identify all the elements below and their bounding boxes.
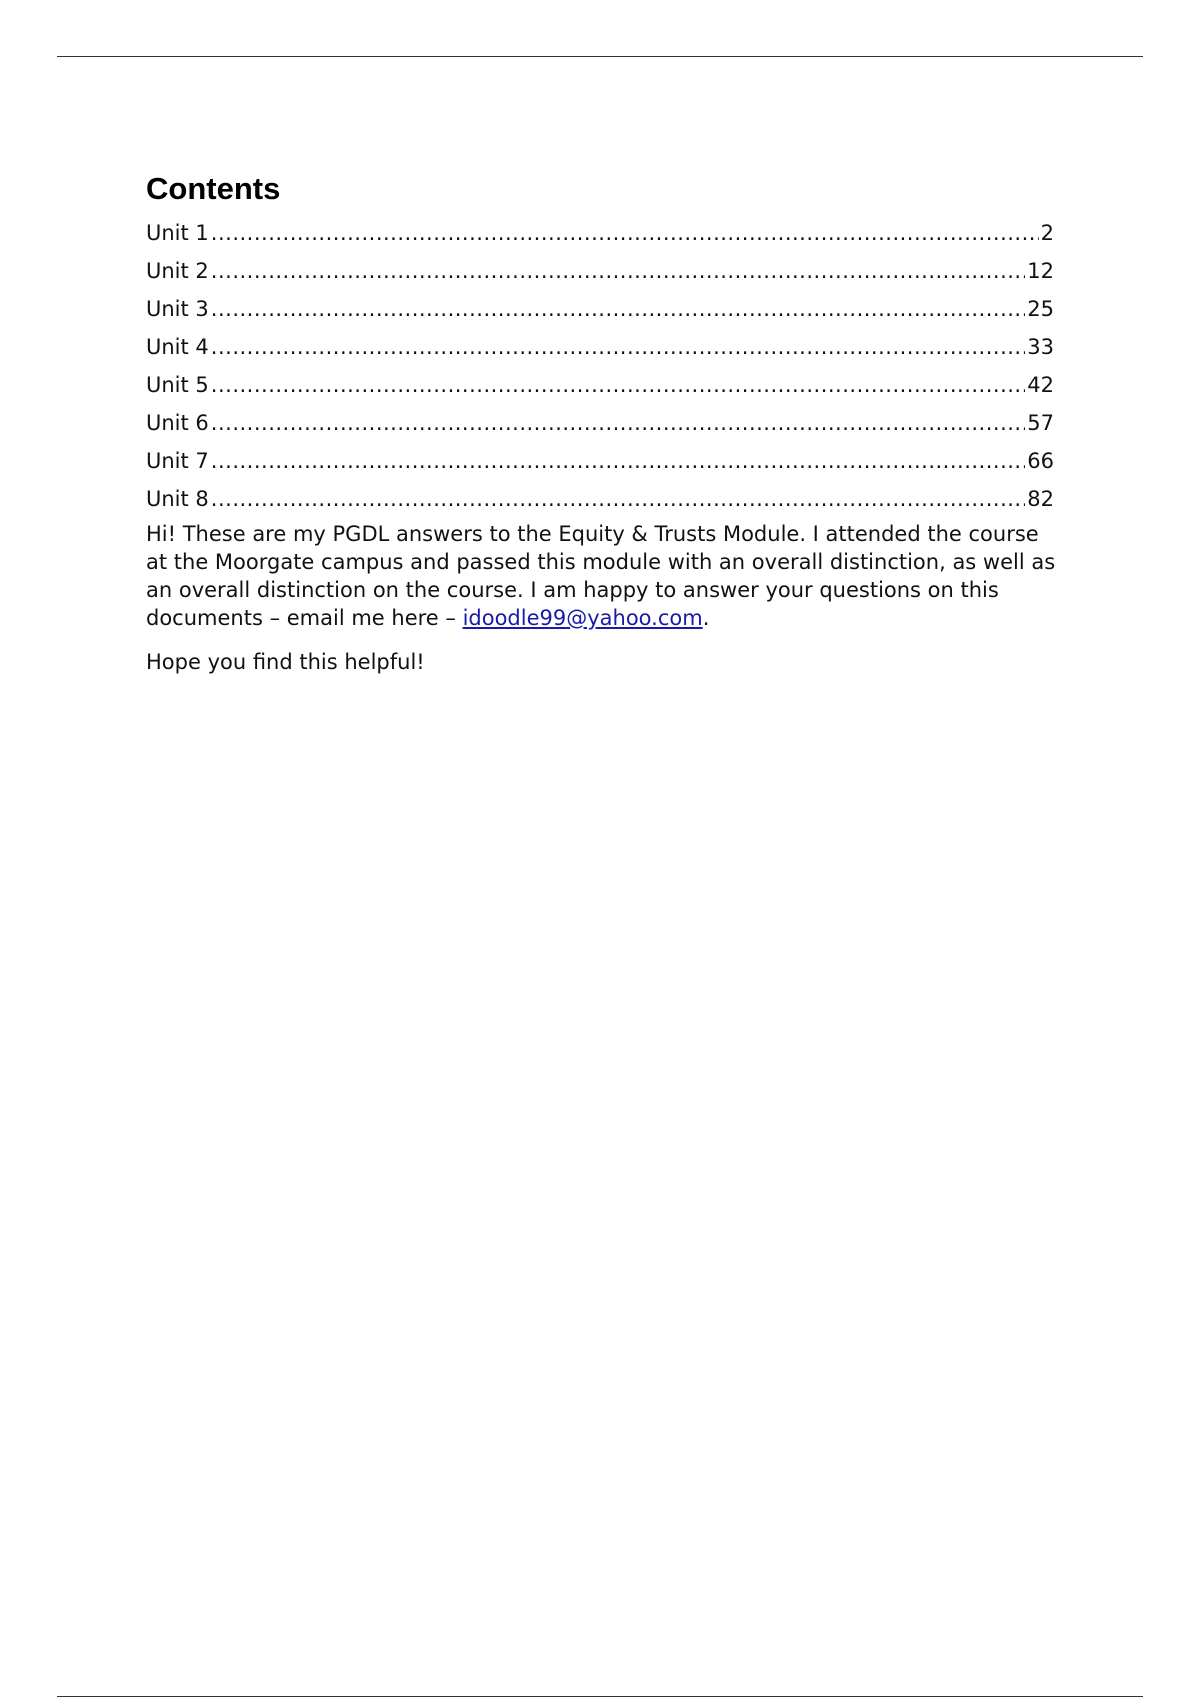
toc-entry-unit-8[interactable] (146, 480, 1054, 518)
toc-entry-label: Unit 3 (146, 297, 209, 321)
toc-entry-unit-7[interactable] (146, 442, 1054, 480)
intro-text: Hi! These are my PGDL answers to the Equity & Trusts Module. I attended the course at the Moorgate campus and passed this module with an overall distinction, as well as an overall distinction on the course. I am happy to answer your questions on this documents – email me here – (146, 522, 1056, 630)
toc-entry-unit-1[interactable] (146, 214, 1054, 252)
toc-entry-label: Unit 8 (146, 487, 209, 511)
toc-entry-label: Unit 1 (146, 221, 209, 245)
toc-entry-page: 12 (1027, 259, 1054, 283)
toc-leader-dots (211, 480, 1025, 518)
header-rule (57, 56, 1143, 57)
toc-entry-page: 25 (1027, 297, 1054, 321)
toc-entry-unit-6[interactable] (146, 404, 1054, 442)
toc-entry-label: Unit 5 (146, 373, 209, 397)
intro-trailing-punctuation: . (702, 606, 710, 630)
toc-entry-page: 2 (1040, 221, 1054, 245)
toc-entry-label: Unit 7 (146, 449, 209, 473)
toc-leader-dots (211, 214, 1039, 252)
toc-title: Contents (146, 171, 281, 206)
toc-entry-page: 66 (1027, 449, 1054, 473)
toc-entry-page: 57 (1027, 411, 1054, 435)
intro-paragraph (146, 520, 1058, 632)
toc-entry-unit-2[interactable] (146, 252, 1054, 290)
toc-entry-unit-5[interactable] (146, 366, 1054, 404)
toc-entry-page: 33 (1027, 335, 1054, 359)
toc-entry-page: 42 (1027, 373, 1054, 397)
email-link[interactable]: idoodle99@yahoo.com (462, 606, 703, 630)
toc-entry-unit-3[interactable] (146, 290, 1054, 328)
toc-entry-page: 82 (1027, 487, 1054, 511)
toc-entry-label: Unit 6 (146, 411, 209, 435)
footer-rule (57, 1696, 1143, 1697)
toc-entry-unit-4[interactable] (146, 328, 1054, 366)
page-content (146, 168, 1054, 676)
toc-leader-dots (211, 404, 1025, 442)
closing-line: Hope you find this helpful! (146, 650, 425, 674)
toc-leader-dots (211, 328, 1025, 366)
toc-entry-label: Unit 2 (146, 259, 209, 283)
toc-leader-dots (211, 290, 1025, 328)
toc-leader-dots (211, 366, 1025, 404)
toc-entry-label: Unit 4 (146, 335, 209, 359)
toc-leader-dots (211, 252, 1025, 290)
toc-leader-dots (211, 442, 1025, 480)
toc-list (146, 214, 1054, 518)
